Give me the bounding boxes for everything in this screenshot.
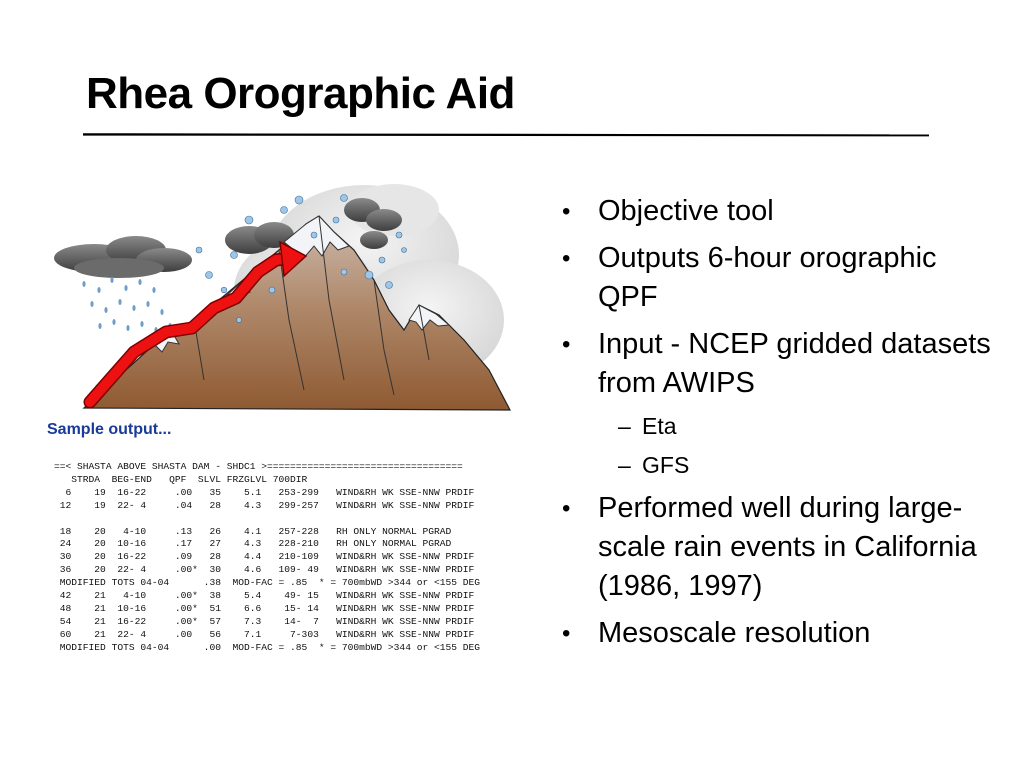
output-line: MODIFIED TOTS 04-04 .38 MOD-FAC = .85 * = 700mbWD >344 or <155 DEG <box>54 577 481 589</box>
sub-bullet-marker: – <box>618 452 631 478</box>
bullet-marker: • <box>562 198 571 225</box>
bullet-text: Input - NCEP gridded datasets from AWIPS <box>598 328 991 399</box>
bullet-text: Mesoscale resolution <box>598 617 871 649</box>
output-line: ==< SHASTA ABOVE SHASTA DAM - SHDC1 >================================== <box>54 461 463 472</box>
bullet-text: Objective tool <box>598 195 774 227</box>
output-line <box>54 513 480 526</box>
slide-title: Rhea Orographic Aid <box>86 69 515 118</box>
bullet-item <box>562 325 1002 403</box>
bullet-item <box>562 614 1002 653</box>
bullet-text: Outputs 6-hour orographic QPF <box>598 242 937 313</box>
bullet-marker: • <box>562 495 571 522</box>
sub-bullet-text: GFS <box>642 452 690 478</box>
sub-bullet-group <box>562 411 1002 481</box>
bullet-item <box>562 489 1002 606</box>
output-line: 36 20 22- 4 .00* 30 4.6 109- 49 WIND&RH WK SSE-NNW PRDIF <box>54 564 475 576</box>
figure-caption: Sample output... <box>47 421 172 438</box>
output-line: 18 20 4-10 .13 26 4.1 257-228 RH ONLY NORMAL PGRAD <box>54 525 452 537</box>
output-line: 12 19 22- 4 .04 28 4.3 299-257 WIND&RH WK SSE-NNW PRDIF <box>54 499 475 511</box>
output-line: STRDA BEG-END QPF SLVL FRZGLVL 700DIR <box>54 473 308 485</box>
bullet-marker: • <box>562 620 571 647</box>
bullet-item <box>562 239 1002 317</box>
bullet-item <box>562 192 1002 231</box>
output-line: 60 21 22- 4 .00 56 7.1 7-303 WIND&RH WK SSE-NNW PRDIF <box>54 628 475 640</box>
output-line: 54 21 16-22 .00* 57 7.3 14- 7 WIND&RH WK SSE-NNW PRDIF <box>54 615 475 627</box>
orographic-illustration <box>44 180 514 416</box>
sub-bullet-text: Eta <box>642 413 677 439</box>
bullet-marker: • <box>562 245 571 272</box>
title-underline <box>83 132 929 137</box>
sub-bullet-marker: – <box>618 413 631 439</box>
output-line: MODIFIED TOTS 04-04 .00 MOD-FAC = .85 * = 700mbWD >344 or <155 DEG <box>54 641 481 653</box>
sample-output-table <box>54 461 480 655</box>
output-line: 48 21 10-16 .00* 51 6.6 15- 14 WIND&RH WK SSE-NNW PRDIF <box>54 602 475 614</box>
rain-cloud-icon <box>54 236 192 333</box>
bullet-text: Performed well during large-scale rain events in California (1986, 1997) <box>598 492 977 602</box>
sub-bullet-list <box>562 411 1002 481</box>
bullet-marker: • <box>562 331 571 358</box>
sub-bullet-item <box>562 411 1002 442</box>
output-line: 6 19 16-22 .00 35 5.1 253-299 WIND&RH WK SSE-NNW PRDIF <box>54 486 475 498</box>
bullet-list <box>562 192 1002 661</box>
sub-bullet-item <box>562 450 1002 481</box>
output-line: 30 20 16-22 .09 28 4.4 210-109 WIND&RH WK SSE-NNW PRDIF <box>54 551 475 563</box>
output-line: 24 20 10-16 .17 27 4.3 228-210 RH ONLY NORMAL PGRAD <box>54 538 452 550</box>
output-line: 42 21 4-10 .00* 38 5.4 49- 15 WIND&RH WK SSE-NNW PRDIF <box>54 590 475 602</box>
